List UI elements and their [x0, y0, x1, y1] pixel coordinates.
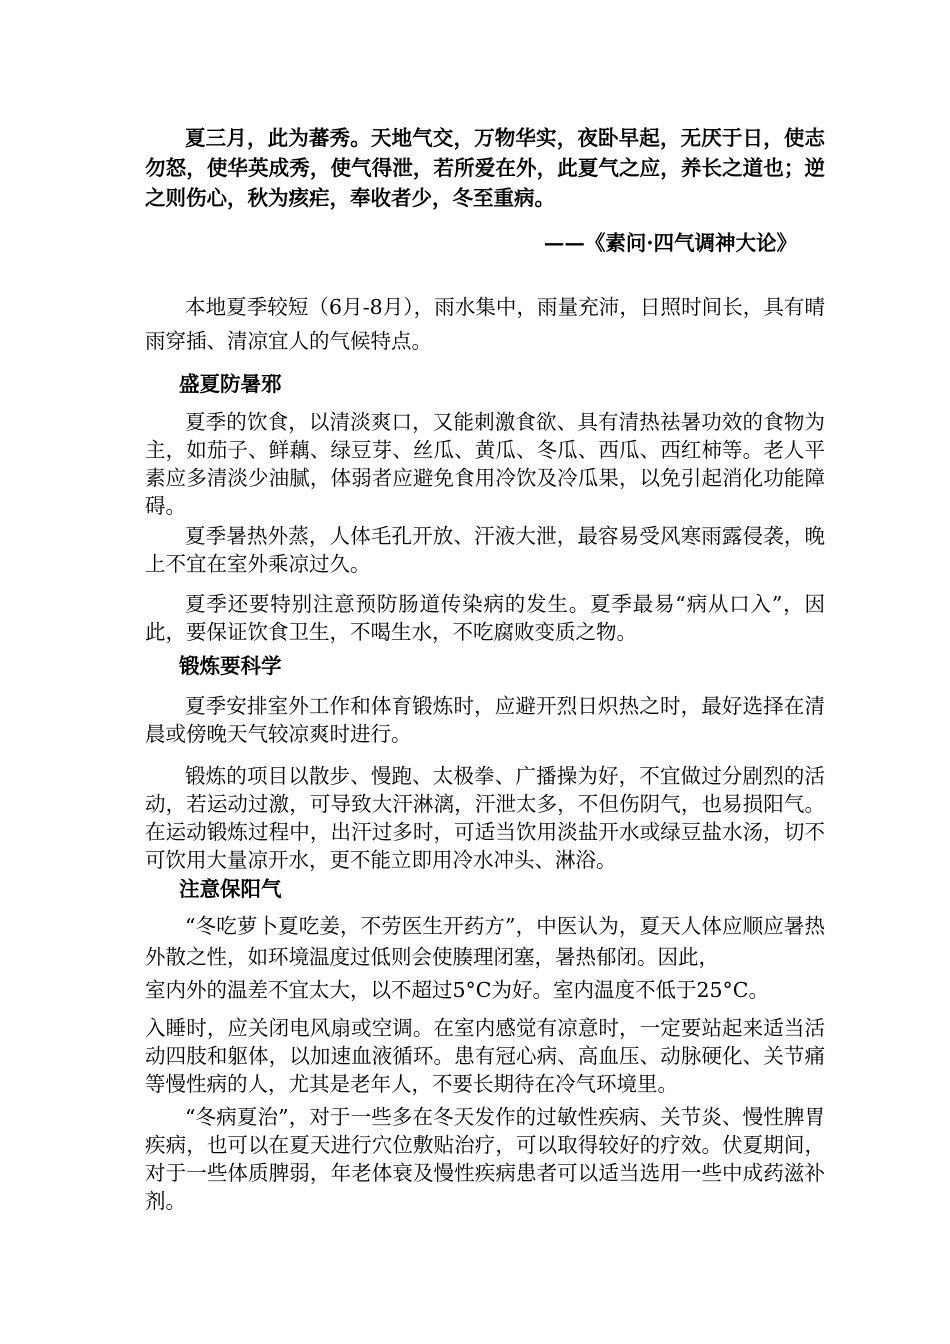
intro-paragraph: 本地夏季较短（6月-8月），雨水集中，雨量充沛，日照时间长，具有晴雨穿插、清凉宜人的气候特点。 — [145, 295, 825, 353]
paragraph-exercise-timing: 夏季安排室外工作和体育锻炼时，应避开烈日炽热之时，最好选择在清晨或傍晚天气较凉爽时进行。 — [145, 694, 825, 746]
section-heading-summer-heat: 盛夏防暑邪 — [179, 372, 282, 396]
section-heading-exercise: 锻炼要科学 — [179, 654, 282, 678]
epigraph-text: 夏三月，此为蕃秀。天地气交，万物华实，夜卧早起，无厌于日，使志勿怒，使华英成秀，使气得泄，若所爱在外，此夏气之应，养长之道也；逆之则伤心，秋为痎疟，奉收者少，冬至重病。 — [145, 126, 825, 210]
section-heading-yang: 注意保阳气 — [179, 877, 282, 901]
paragraph-diet: 夏季的饮食，以清淡爽口，又能刺激食欲、具有清热祛暑功效的食物为主，如茄子、鲜藕、绿豆芽、丝瓜、黄瓜、冬瓜、西瓜、西红柿等。老人平素应多清淡少油腻，体弱者应避免食用冷饮及冷瓜果，以免引起消化功能障碍。 — [145, 410, 825, 518]
paragraph-cooling: 夏季暑热外蒸，人体毛孔开放、汗液大泄，最容易受风寒雨露侵袭，晚上不宜在室外乘凉过久。 — [145, 524, 825, 576]
paragraph-exercise-type: 锻炼的项目以散步、慢跑、太极拳、广播操为好，不宜做过分剧烈的活动，若运动过激，可导致大汗淋漓，汗泄太多，不但伤阴气，也易损阳气。在运动锻炼过程中，出汗过多时，可适当饮用淡盐开水或绿豆盐水汤，切不可饮用大量凉开水，更不能立即用冷水冲头、淋浴。 — [145, 764, 825, 872]
paragraph-temperature: 室内外的温差不宜太大，以不超过5°C为好。室内温度不低于25°C。 — [145, 978, 769, 1002]
epigraph-source: ——《素问·四气调神大论》 — [543, 231, 797, 255]
paragraph-hygiene: 夏季还要特别注意预防肠道传染病的发生。夏季最易“病从口入”，因此，要保证饮食卫生，不喝生水，不吃腐败变质之物。 — [145, 592, 825, 644]
paragraph-sleep: 入睡时，应关闭电风扇或空调。在室内感觉有凉意时，一定要站起来适当活动四肢和躯体，以加速血液循环。患有冠心病、高血压、动脉硬化、关节痛等慢性病的人，尤其是老年人，不要长期待在冷气环境里。 — [145, 1016, 825, 1096]
paragraph-winter-disease: “冬病夏治”，对于一些多在冬天发作的过敏性疾病、关节炎、慢性脾胃疾病，也可以在夏天进行穴位敷贴治疗，可以取得较好的疗效。伏夏期间，对于一些体质脾弱，年老体衰及慢性疾病患者可以适当选用一些中成药滋补剂。 — [145, 1105, 825, 1213]
paragraph-ginger: “冬吃萝卜夏吃姜，不劳医生开药方”，中医认为，夏天人体应顺应暑热外散之性，如环境温度过低则会使腠理闭塞，暑热郁闭。因此， — [145, 914, 825, 969]
